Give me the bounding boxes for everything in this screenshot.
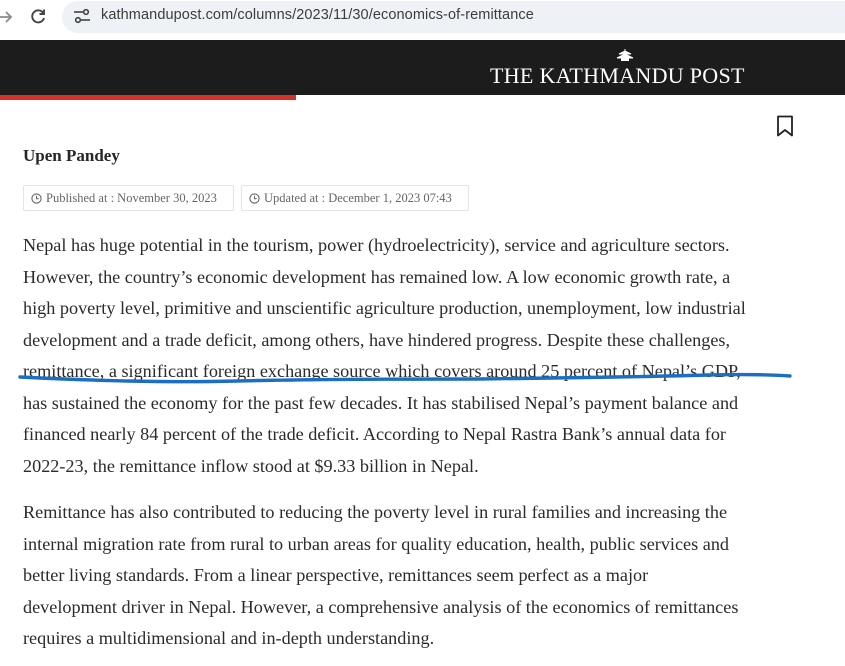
paragraph-line: internal migration rate from rural to urban areas for quality education, health, public services and [23, 533, 730, 554]
site-header [0, 40, 845, 95]
paragraph-line: Remittance has also contributed to reducing the poverty level in rural families and increasing the [23, 502, 728, 522]
article-paragraph-2 [23, 497, 813, 655]
browser-toolbar [0, 0, 845, 40]
paragraph-line: development driver in Nepal. However, a comprehensive analysis of the economics of remittances [23, 596, 739, 617]
reading-progress-bar [0, 95, 845, 100]
updated-date-badge [241, 185, 469, 211]
clock-icon [249, 193, 260, 204]
paragraph-line: development and a trade deficit, among others, have hindered progress. Despite these challenges, [23, 329, 731, 350]
paragraph-line: Nepal has huge potential in the tourism, power (hydroelectricity), service and agriculture sectors. [23, 235, 730, 255]
paragraph-line: has sustained the economy for the past few decades. It has stabilised Nepal’s payment balance and [23, 392, 739, 413]
reading-progress-fill [0, 95, 296, 100]
forward-arrow-icon[interactable] [0, 9, 14, 25]
article-paragraph-1 [23, 230, 813, 482]
site-info-icon[interactable] [73, 8, 91, 24]
paragraph-line: 2022-23, the remittance inflow stood at $9.33 billion in Nepal. [23, 455, 479, 476]
bookmark-icon[interactable] [775, 115, 795, 137]
reload-icon[interactable] [29, 7, 47, 25]
author-name[interactable]: Upen Pandey [23, 146, 120, 165]
highlighted-line: remittance, a significant foreign exchange source which covers around 25 percent of Nepal’s GDP, [23, 361, 741, 381]
paragraph-line: high poverty level, primitive and unscientific agriculture production, unemployment, low industrial [23, 298, 746, 318]
published-date: Published at : November 30, 2023 [46, 190, 217, 205]
paragraph-line: financed nearly 84 percent of the trade deficit. According to Nepal Rastra Bank’s annual data for [23, 424, 726, 444]
pagoda-logo-icon [616, 49, 634, 61]
clock-icon [31, 193, 42, 204]
url-text[interactable]: kathmandupost.com/columns/2023/11/30/economics-of-remittance [101, 7, 534, 23]
paragraph-line: requires a multidimensional and in-depth understanding. [23, 628, 435, 648]
paragraph-line: better living standards. From a linear perspective, remittances seem perfect as a major [23, 565, 649, 585]
site-logo[interactable] [490, 49, 760, 89]
published-date-badge [23, 185, 234, 211]
paragraph-line: However, the country’s economic development has remained low. A low economic growth rate, a [23, 266, 731, 287]
logo-text: THE KATHMANDU POST [490, 63, 745, 88]
updated-date: Updated at : December 1, 2023 07:43 [264, 190, 452, 205]
